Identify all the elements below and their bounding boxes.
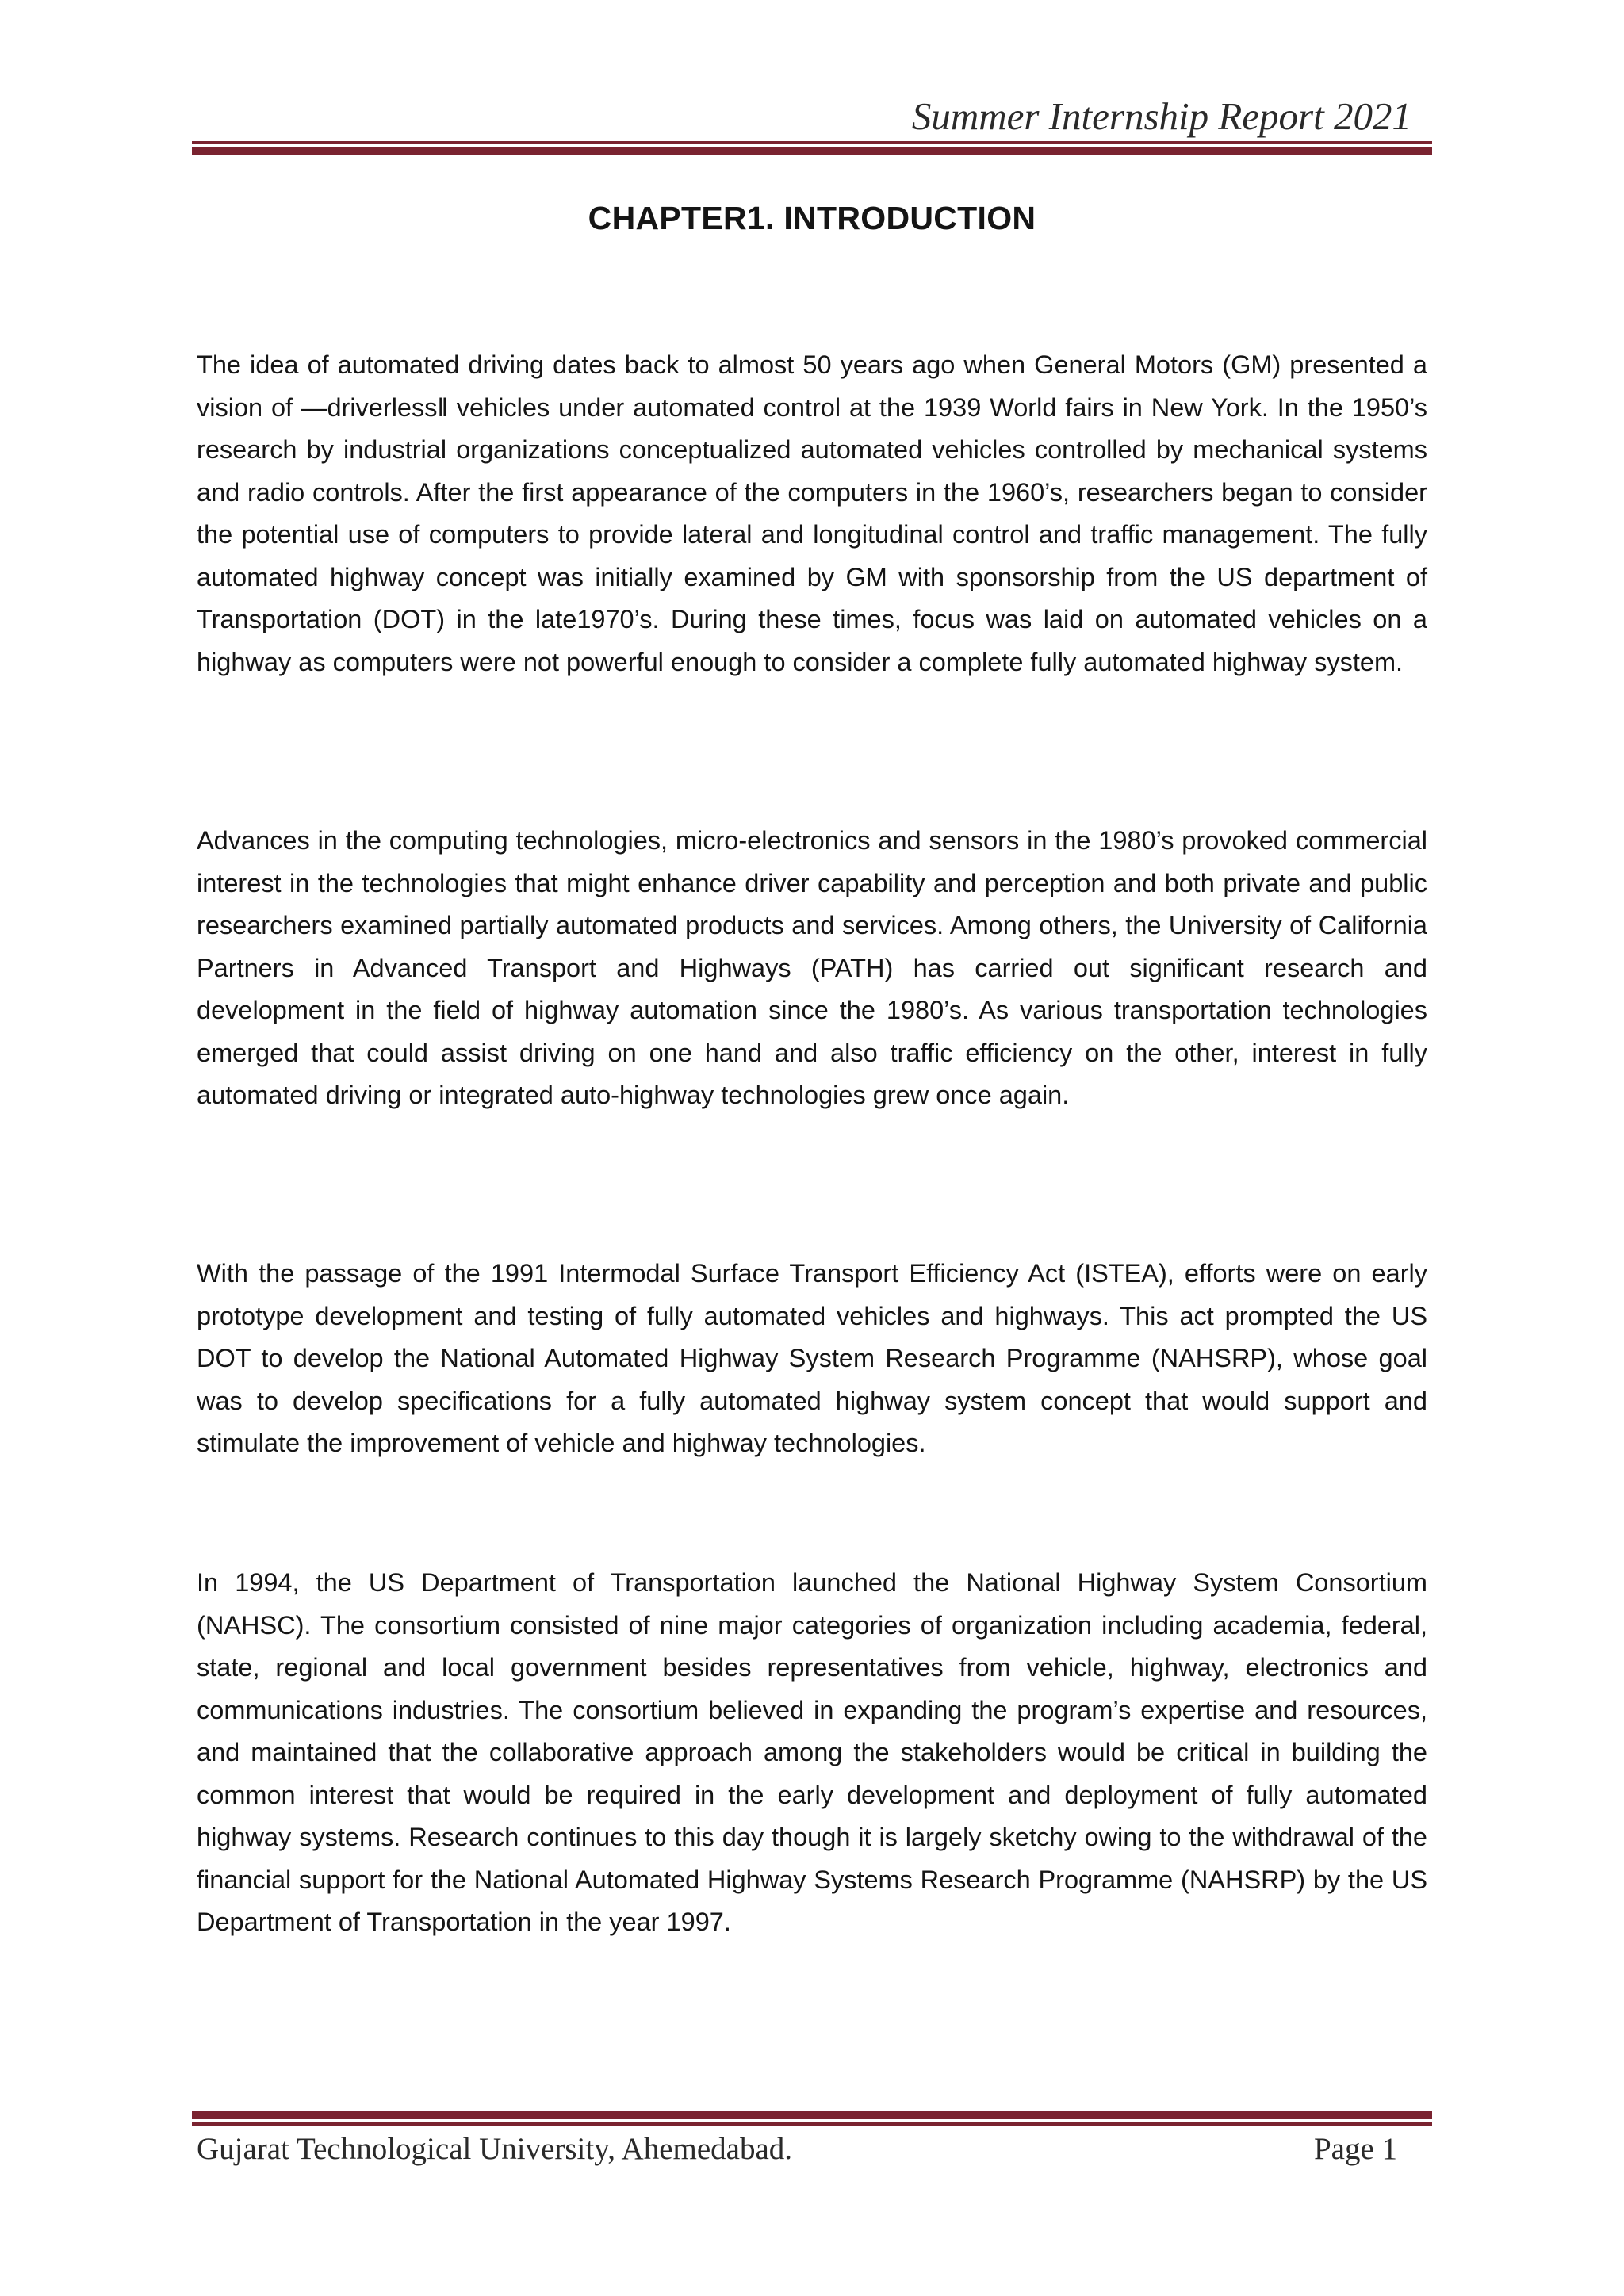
- page-number: Page 1: [1313, 2132, 1397, 2166]
- footer-institution: Gujarat Technological University, Ahemedabad.: [197, 2132, 793, 2166]
- footer-divider: [192, 2111, 1432, 2126]
- paragraph-2: Advances in the computing technologies, micro-electronics and sensors in the 1980’s provoked commercial interest in the technologies that might enhance driver capability and perception and both private and public researchers examined partially automated products and services. Among others, the University of California Partners in Advanced Transport and Highways (PATH) has carried out significant research and development in the field of highway automation since the 1980’s. As various transportation technologies emerged that could assist driving on one hand and also traffic efficiency on the other, interest in fully automated driving or integrated auto-highway technologies grew once again.: [197, 826, 1427, 1109]
- paragraph-3: With the passage of the 1991 Intermodal Surface Transport Efficiency Act (ISTEA), efforts were on early prototype development and testing of fully automated vehicles and highways. This act prompted the US DOT to develop the National Automated Highway System Research Programme (NAHSRP), whose goal was to develop specifications for a fully automated highway system concept that would support and stimulate the improvement of vehicle and highway technologies.: [197, 1259, 1427, 1457]
- report-header-title: Summer Internship Report 2021: [911, 94, 1411, 138]
- chapter-title: CHAPTER1. INTRODUCTION: [588, 200, 1036, 236]
- header-divider: [192, 141, 1432, 155]
- paragraph-1: The idea of automated driving dates back to almost 50 years ago when General Motors (GM) presented a vision of —driverless‖ vehicles under automated control at the 1939 World fairs in New York. In the 1950’s research by industrial organizations conceptualized automated vehicles controlled by mechanical systems and radio controls. After the first appearance of the computers in the 1960’s, researchers began to consider the potential use of computers to provide lateral and longitudinal control and traffic management. The fully automated highway concept was initially examined by GM with sponsorship from the US department of Transportation (DOT) in the late1970’s. During these times, focus was laid on automated vehicles on a highway as computers were not powerful enough to consider a complete fully automated highway system.: [197, 350, 1427, 676]
- paragraph-4: In 1994, the US Department of Transportation launched the National Highway System Consortium (NAHSC). The consortium consisted of nine major categories of organization including academia, federal, state, regional and local government besides representatives from vehicle, highway, electronics and communications industries. The consortium believed in expanding the program’s expertise and resources, and maintained that the collaborative approach among the stakeholders would be critical in building the common interest that would be required in the early development and deployment of fully automated highway systems. Research continues to this day though it is largely sketchy owing to the withdrawal of the financial support for the National Automated Highway Systems Research Programme (NAHSRP) by the US Department of Transportation in the year 1997.: [197, 1568, 1427, 1936]
